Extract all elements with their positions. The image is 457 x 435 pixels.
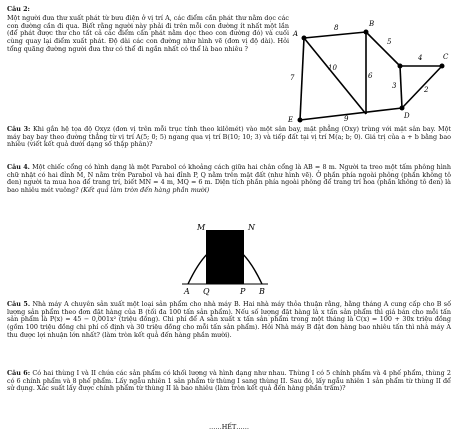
label-m: M [197, 223, 206, 232]
question-5: Câu 5. Nhà máy A chuyên sản xuất một loại sản phẩm cho nhà máy B. Hai nhà máy thỏa thuận rằng, hằng tháng A cung cấp cho B số lượng sản phẩm theo đơn đặt hàng của B (tối đa 100 tấn sản phẩm). Nếu số lượng đặt hàng là x tấn sản phẩm thì giá bán cho mỗi tấn sản phẩm là P(x) = 45 − 0,001x² (triệu đồng). Chi phí để A sản xuất x tấn sản phẩm trong một tháng là C(x) = 100 + 30x triệu đồng (gồm 100 triệu đồng chi phí cố định và 30 triệu đồng cho mỗi tấn sản phẩm). Hỏi Nhà máy B đặt đơn hàng bao nhiêu tấn thì nhà máy A thu được lợi nhuận lớn nhất? (làm tròn kết quả đến hàng phần mười). [7, 300, 451, 339]
postman-route-graph [282, 8, 452, 126]
label-p: P [240, 287, 246, 296]
question-6: Câu 6: Có hai thùng I và II chứa các sản phẩm có khối lượng và hình dạng như nhau. Thùng I có 5 chính phẩm và 4 phế phẩm, thùng 2 có 6 chính phẩm và 8 phế phẩm. Lấy ngẫu nhiên 1 sản phẩm từ thùng I sang thùng II. Sau đó, lấy ngẫu nhiên 1 sản phẩm từ thùng II để sử dụng. Xác suất lấy được chính phẩm từ thùng II là bao nhiêu (làm tròn kết quả đến hàng phần trăm)? [7, 369, 451, 393]
edge-label-vertical: 3 [392, 82, 397, 90]
label-b: B [259, 287, 265, 296]
edge-label-dc: 2 [424, 86, 429, 94]
edge-label-bc: 5 [387, 38, 392, 46]
edge-label-ae: 7 [290, 74, 295, 82]
end-marker: ……HẾT…… [208, 423, 250, 431]
label-a: A [184, 287, 190, 296]
question-4-note: (Kết quả làm tròn đến hàng phần mười) [80, 186, 210, 195]
question-3: Câu 3: Khi gắn hệ tọa độ Oxyz (đơn vị trên mỗi trục tính theo kilômét) vào một sân bay, mặt phẳng (Oxy) trùng với mặt sân bay. Một máy bay bay theo đường thẳng từ vị trí A(5; 0; 5) ngang qua vị trí B(10; 10; 3) và tiếp đất tại vị trí M(a; b; 0). Giá trị của a + b bằng bao nhiêu (viết kết quả dưới dạng số thập phân)? [7, 125, 451, 149]
question-4: Câu 4. Một chiếc cổng có hình dạng là một Parabol có khoảng cách giữa hai chân cổng là AB = 8 m. Người ta treo một tấm phông hình chữ nhật có hai đỉnh M, N nằm trên Parabol và hai đỉnh P, Q nằm trên mặt đất (như hình vẽ). Ở phần phía ngoài phông (phần không tô đen) người ta mua hoa để trang trí, biết MN = 4 m, MQ = 6 m. Diện tích phần phía ngoài phông để trang trí hoa (phần không tô đen) là bao nhiêu mét vuông? (Kết quả làm tròn đến hàng phần mười) [7, 163, 451, 195]
node-label-c: C [443, 53, 449, 61]
label-n: N [248, 223, 255, 232]
edge-label-ed: 9 [344, 115, 349, 123]
label-q: Q [203, 287, 210, 296]
node-label-a: A [293, 30, 299, 38]
edge-label-diag: 10 [328, 64, 337, 72]
node-label-e: E [288, 116, 294, 124]
node-label-b: B [369, 20, 375, 28]
question-2-text: Một người đưa thư xuất phát từ bưu điện ở vị trí A, các điểm cần phát thư nằm dọc các con đường cần đi qua. Biết rằng người này phải đi trên mỗi con đường ít nhất một lần (để phát được thư cho tất cả các điểm cần phát nằm dọc theo con đường đó) và cuối cùng quay lại điểm xuất phát. Độ dài các con đường như hình vẽ (đơn vị độ dài). Hỏi tổng quãng đường người đưa thư có thể đi ngắn nhất có thể là bao nhiêu ? [7, 14, 289, 53]
edge-label-b-mid: 6 [368, 72, 373, 80]
edge-label-ab: 8 [334, 24, 339, 32]
edge-label-cd: 4 [418, 54, 423, 62]
node-label-d: D [404, 112, 410, 120]
question-2-title: Câu 2: [7, 5, 30, 13]
parabola-gate-figure [170, 218, 280, 296]
